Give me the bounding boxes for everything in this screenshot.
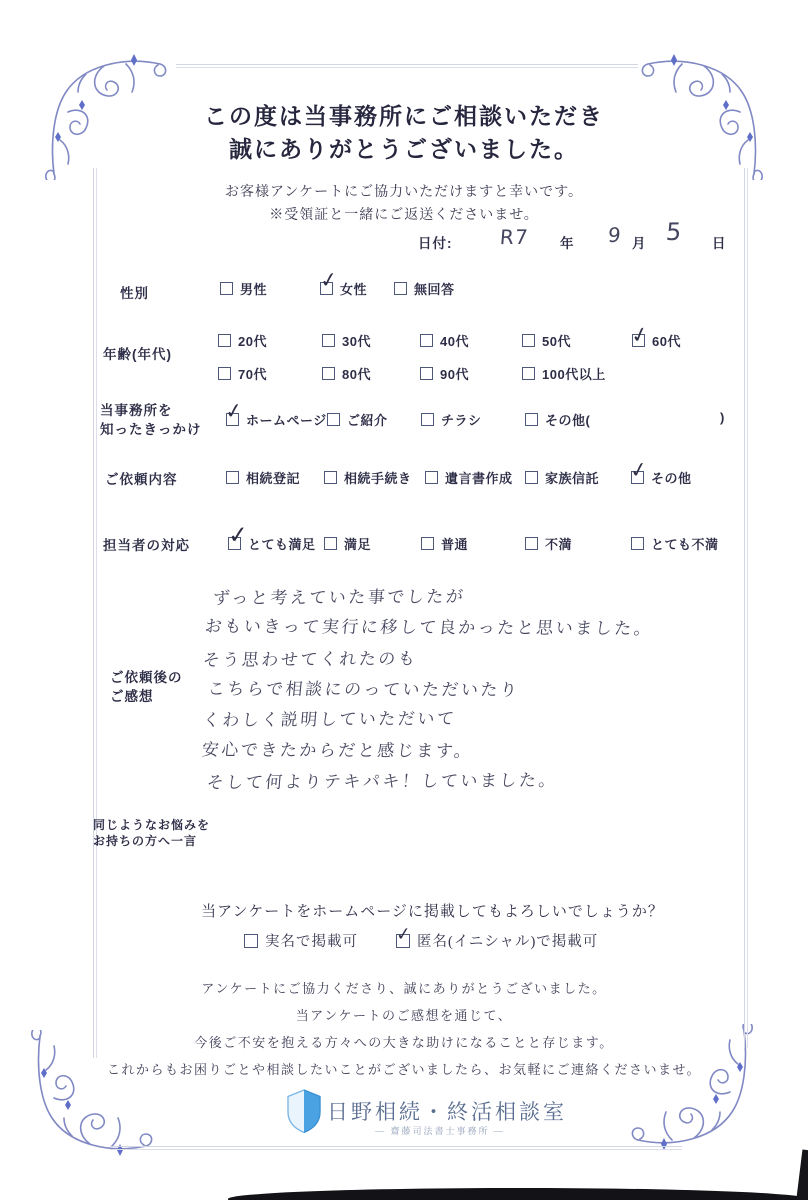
option-label: 90代: [440, 367, 469, 382]
option-label: 80代: [342, 367, 371, 382]
checkbox-option-80s[interactable]: [322, 364, 371, 383]
option-label: 匿名(イニシャル)で掲載可: [417, 934, 599, 950]
shield-logo-icon: [285, 1088, 323, 1134]
date-day-unit: 日: [712, 236, 727, 251]
checkbox[interactable]: [324, 471, 337, 484]
checkbox-option-60s[interactable]: [628, 321, 681, 350]
source-other-close-paren: ): [720, 410, 725, 425]
checkmark-icon: ✓: [318, 266, 340, 294]
checkbox-option-satisfied[interactable]: [324, 534, 371, 553]
checkbox-option-90s[interactable]: [420, 364, 469, 383]
handwritten-feedback-line: ずっと考えていた事でしたが: [211, 587, 467, 609]
checkbox-option-70s[interactable]: [218, 364, 267, 383]
option-label: 男性: [240, 282, 268, 297]
field-label-message-line1: 同じようなお悩みを: [93, 818, 211, 832]
border-right-line: [744, 168, 748, 1048]
checkbox-option-50s[interactable]: [522, 331, 571, 350]
handwritten-feedback-line: そして何よりテキパキ！していました。: [205, 770, 559, 794]
checkbox[interactable]: [394, 282, 407, 295]
handwritten-feedback-line: おもいきって実行に移して良かったと思いました。: [203, 616, 655, 640]
checkmark-icon: ✓: [628, 321, 652, 349]
checkbox[interactable]: [220, 282, 233, 295]
checkbox[interactable]: [327, 413, 340, 426]
field-label-request: ご依頼内容: [105, 472, 178, 487]
checkbox[interactable]: [420, 367, 433, 380]
checkmark-icon: ✓: [394, 922, 413, 946]
checkmark-icon: ✓: [627, 456, 650, 484]
checkbox-option-30s[interactable]: [322, 331, 371, 350]
option-label: 40代: [440, 334, 469, 349]
option-label: 100代以上: [542, 367, 606, 382]
checkbox-option-homepage[interactable]: [223, 397, 327, 429]
option-label: 実名で掲載可: [265, 934, 358, 950]
option-label: ご紹介: [347, 413, 388, 428]
checkbox[interactable]: [318, 266, 340, 295]
header-note1: お客様アンケートにご協力いただけますと幸いです。: [224, 185, 584, 200]
date-month-unit: 月: [632, 236, 647, 251]
checkbox[interactable]: [525, 413, 538, 426]
checkbox-option-anonymous[interactable]: [394, 922, 599, 951]
checkbox-option-will[interactable]: [425, 468, 513, 487]
logo-subname: ― 齋藤司法書士事務所 ―: [375, 1126, 505, 1136]
checkbox[interactable]: [425, 471, 438, 484]
field-label-gender: 性別: [120, 286, 149, 301]
logo-name: 日野相続・終活相談室: [327, 1100, 567, 1124]
footer-line: 今後ご不安を抱える方々への大きな助けになることと存じます。: [194, 1035, 614, 1050]
checkbox-option-female[interactable]: [318, 266, 368, 298]
checkbox-option-flyer[interactable]: [421, 410, 482, 429]
option-label: 相続手続き: [344, 471, 412, 486]
publish-question: 当アンケートをホームページに掲載してもよろしいでしょうか？: [201, 904, 664, 920]
checkbox[interactable]: [421, 537, 434, 550]
option-label: その他(: [545, 413, 591, 428]
checkbox-option-real-name[interactable]: [244, 930, 358, 951]
checkbox[interactable]: [394, 922, 413, 948]
handwritten-feedback-line: 安心できたからだと感じます。: [200, 740, 475, 762]
checkbox-option-40s[interactable]: [420, 331, 469, 350]
page-title-line1: この度は当事務所にご相談いただき: [204, 104, 604, 129]
checkbox[interactable]: [322, 334, 335, 347]
date-month-value: 9: [607, 222, 623, 248]
checkbox[interactable]: [420, 334, 433, 347]
checkbox-option-dissatisfied[interactable]: [525, 534, 572, 553]
checkbox-option-very-satisfied[interactable]: [227, 520, 316, 553]
option-label: 20代: [238, 334, 267, 349]
option-label: 相続登記: [246, 471, 301, 486]
option-label: 家族信託: [545, 471, 600, 486]
checkbox-option-male[interactable]: [220, 279, 267, 298]
option-label: とても不満: [651, 537, 719, 552]
checkbox-option-20s[interactable]: [218, 331, 267, 350]
field-label-feedback-line1: ご依頼後の: [110, 670, 183, 685]
border-bottom-line: [110, 1146, 682, 1150]
option-label: 60代: [652, 334, 681, 349]
border-left-line: [93, 168, 97, 1058]
checkbox[interactable]: [522, 334, 535, 347]
option-label: 遺言書作成: [445, 471, 513, 486]
checkbox-option-family-trust[interactable]: [525, 468, 599, 487]
footer-line: これからもお困りごとや相談したいことがございましたら、お気軽にご連絡くださいませ。: [106, 1062, 702, 1077]
handwritten-feedback-line: くわしく説明していただいて: [201, 709, 458, 731]
option-label: 無回答: [414, 282, 455, 297]
field-label-feedback-line2: ご感想: [110, 689, 154, 704]
handwritten-feedback-line: そう思わせてくれたのも: [201, 649, 419, 671]
checkbox-option-referral[interactable]: [327, 410, 388, 429]
checkmark-icon: ✓: [223, 397, 245, 425]
page-title-line2: 誠にありがとうございました。: [229, 137, 579, 162]
checkbox[interactable]: [244, 934, 258, 948]
header-note2: ※受領証と一緒にご返送くださいませ。: [269, 208, 539, 223]
option-label: 女性: [340, 282, 368, 297]
option-label: 50代: [542, 334, 571, 349]
field-label-source-line1: 当事務所を: [100, 403, 173, 418]
checkbox[interactable]: [525, 537, 538, 550]
option-label: とても満足: [248, 537, 316, 552]
checkbox[interactable]: [226, 471, 239, 484]
option-label: 満足: [344, 537, 372, 552]
option-label: その他: [651, 471, 692, 486]
checkbox-option-noanswer[interactable]: [394, 279, 455, 298]
option-label: ホームページ: [246, 413, 327, 428]
checkbox-option-request-other[interactable]: [627, 456, 692, 487]
checkbox[interactable]: [628, 321, 652, 349]
checkmark-icon: ✓: [227, 520, 250, 550]
date-day-value: 5: [664, 217, 684, 247]
footer-line: アンケートにご協力くださり、誠にありがとうございました。: [201, 981, 607, 996]
checkbox[interactable]: [631, 537, 644, 550]
checkbox-option-neutral[interactable]: [421, 534, 468, 553]
scan-edge-sliver: [796, 1149, 808, 1200]
field-label-message-line2: お持ちの方へ一言: [93, 834, 198, 848]
checkbox-option-100s[interactable]: [522, 364, 606, 383]
option-label: 不満: [545, 537, 573, 552]
option-label: 30代: [342, 334, 371, 349]
date-year-unit: 年: [560, 236, 575, 251]
date-label: 日付:: [418, 236, 453, 251]
checkbox-option-inheritance-reg[interactable]: [226, 468, 300, 487]
checkbox[interactable]: [227, 520, 250, 550]
field-label-satisfaction: 担当者の対応: [103, 538, 190, 553]
footer-line: 当アンケートのご感想を通じて、: [295, 1008, 513, 1023]
checkbox[interactable]: [324, 537, 337, 550]
checkbox[interactable]: [322, 367, 335, 380]
checkbox-option-very-dissatisfied[interactable]: [631, 534, 719, 553]
option-label: 普通: [441, 537, 469, 552]
border-top-line: [176, 64, 638, 68]
field-label-source-line2: 知ったきっかけ: [100, 422, 202, 437]
checkbox[interactable]: [522, 367, 535, 380]
checkbox[interactable]: [421, 413, 434, 426]
field-label-age: 年齢(年代): [103, 347, 172, 362]
checkbox[interactable]: [223, 397, 245, 426]
checkbox[interactable]: [218, 334, 231, 347]
scan-shadow-band: [228, 1188, 808, 1200]
checkbox-option-source-other[interactable]: [525, 410, 590, 429]
option-label: 70代: [238, 367, 267, 382]
checkbox-option-inheritance-proc[interactable]: [324, 468, 412, 487]
checkbox[interactable]: [525, 471, 538, 484]
handwritten-feedback-line: こちらで相談にのっていただいたり: [206, 679, 521, 701]
checkbox[interactable]: [218, 367, 231, 380]
option-label: チラシ: [441, 413, 482, 428]
date-year-value: R7: [499, 224, 530, 250]
checkbox[interactable]: [627, 456, 650, 484]
